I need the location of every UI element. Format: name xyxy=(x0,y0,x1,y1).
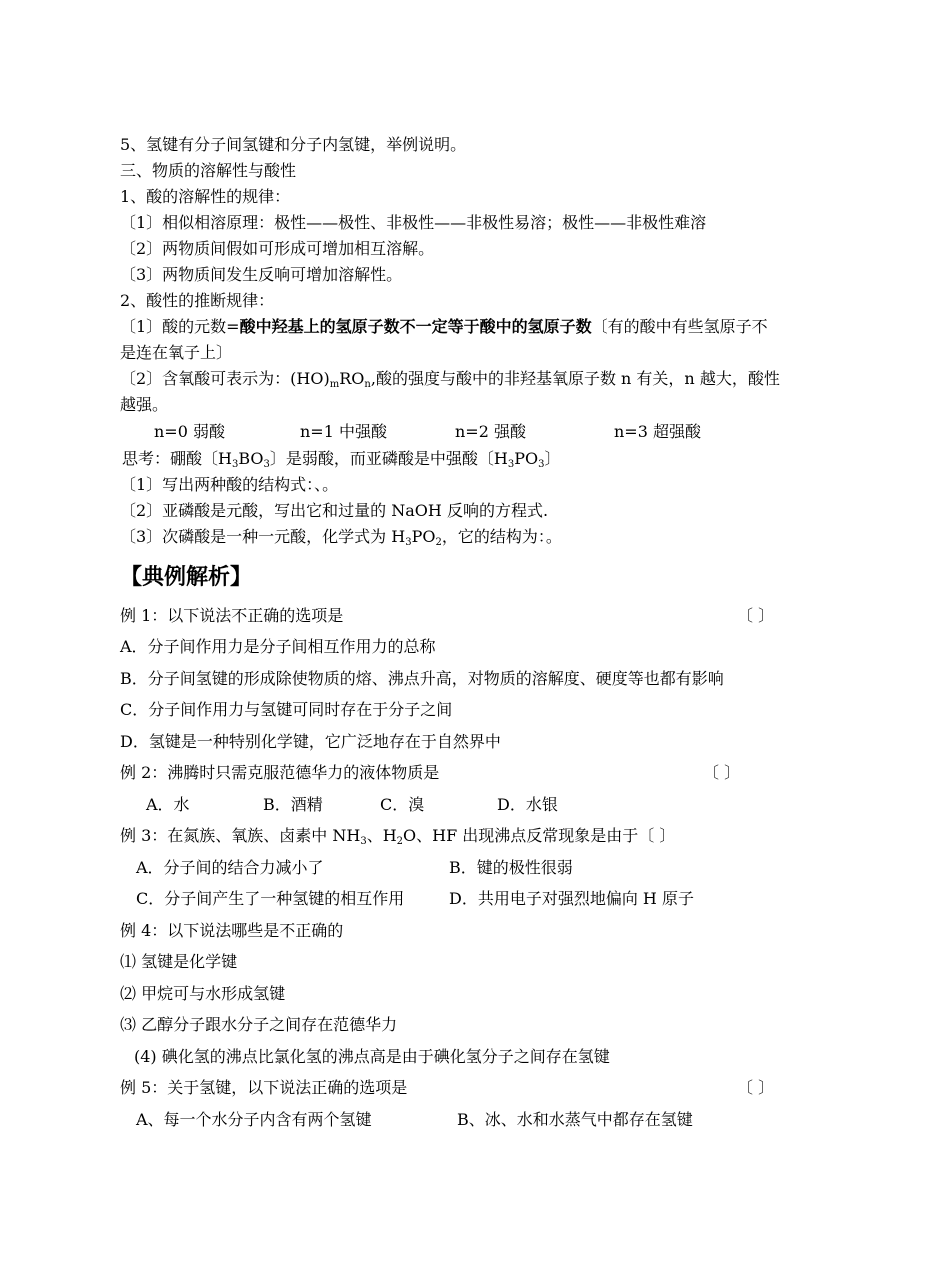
example-3-text-1: 例 3：在氮族、氧族、卤素中 NH xyxy=(120,826,361,845)
rule-acid-basicity-note: 〔有的酸中有些氢原子不 xyxy=(591,317,768,336)
section-title-examples: 【典例解析】 xyxy=(120,564,253,590)
rule-acid-basicity xyxy=(120,316,768,338)
subheading-acidity-rules: 2、酸性的推断规律： xyxy=(120,291,275,310)
subheading-solubility-rules: 1、酸的溶解性的规律： xyxy=(120,187,291,206)
hypo-text-3: ，它的结构为：。 xyxy=(441,527,562,546)
example-5-answer-bracket: 〔 〕 xyxy=(737,1078,775,1097)
thinking-sub-4: 3 xyxy=(538,459,545,470)
example-1-option-d: D．氢键是一种特别化学键，它广泛地存在于自然界中 xyxy=(120,732,501,751)
question-structural-formula: 〔1〕写出两种酸的结构式：、。 xyxy=(120,475,339,494)
example-4-statement-3: ⑶ 乙醇分子跟水分子之间存在范德华力 xyxy=(120,1015,398,1034)
question-phosphorous-acid: 〔2〕亚磷酸是元酸，写出它和过量的 NaOH 反响的方程式. xyxy=(120,501,549,520)
example-5-option-b: B、冰、水和水蒸气中都存在氢键 xyxy=(457,1110,693,1129)
acid-strength-n2: n=2 强酸 xyxy=(455,422,526,441)
rule-reaction-solubility: 〔3〕两物质间发生反响可增加溶解性。 xyxy=(120,265,403,284)
thinking-text-5: 〕 xyxy=(544,449,561,468)
example-4-statement-1: ⑴ 氢键是化学键 xyxy=(120,952,238,971)
example-3-option-c: C．分子间产生了一种氢键的相互作用 xyxy=(136,889,405,908)
oxyacid-text-2: RO xyxy=(339,369,365,388)
line-hydrogen-bond-types: 5、氢键有分子间氢键和分子内氢键，举例说明。 xyxy=(120,135,467,154)
thinking-text-1: 思考：硼酸〔H xyxy=(122,449,232,468)
thinking-sub-1: 3 xyxy=(231,459,239,470)
example-1-option-a: A．分子间作用力是分子间相互作用力的总称 xyxy=(120,637,436,656)
example-2-option-a: A．水 xyxy=(146,795,190,814)
rule-oxyacid-formula xyxy=(120,368,780,390)
acid-strength-n0: n=0 弱酸 xyxy=(154,422,225,441)
rule-acid-basicity-lead: 〔1〕酸的元数= xyxy=(120,317,240,336)
oxyacid-text-1: 〔2〕含氧酸可表示为：(HO) xyxy=(120,369,330,388)
oxyacid-sub-n: n xyxy=(364,379,371,390)
oxyacid-sub-m: m xyxy=(329,379,340,390)
thinking-text-4: PO xyxy=(514,449,539,468)
example-2-question: 例 2：沸腾时只需克服范德华力的液体物质是 xyxy=(120,763,440,782)
section-heading-solubility-acidity: 三、物质的溶解性与酸性 xyxy=(120,161,297,180)
acid-strength-n1: n=1 中强酸 xyxy=(300,422,387,441)
rule-acid-basicity-bold: 酸中羟基上的氢原子数不一定等于酸中的氢原子数 xyxy=(239,317,592,336)
hypo-text-1: 〔3〕次磷酸是一种一元酸，化学式为 H xyxy=(120,527,406,546)
example-3-option-d: D．共用电子对强烈地偏向 H 原子 xyxy=(449,889,694,908)
example-3-text-3: O、HF 出现沸点反常现象是由于〔 〕 xyxy=(403,826,676,845)
example-2-option-b: B．酒精 xyxy=(263,795,323,814)
rule-acid-basicity-continued: 是连在氧子上〕 xyxy=(120,343,233,362)
hypo-sub-2: 2 xyxy=(435,537,442,548)
rule-oxyacid-continued: 越强。 xyxy=(120,395,169,414)
example-1-option-c: C．分子间作用力与氢键可同时存在于分子之间 xyxy=(120,700,453,719)
example-4-question: 例 4：以下说法哪些是不正确的 xyxy=(120,921,344,940)
example-5-question: 例 5：关于氢键，以下说法正确的选项是 xyxy=(120,1078,408,1097)
thinking-question xyxy=(122,448,561,470)
example-1-question: 例 1：以下说法不正确的选项是 xyxy=(120,606,344,625)
thinking-sub-3: 3 xyxy=(507,459,515,470)
thinking-sub-2: 3 xyxy=(263,459,270,470)
acid-strength-n3: n=3 超强酸 xyxy=(614,422,701,441)
example-1-answer-bracket: 〔 〕 xyxy=(737,606,775,625)
hypo-text-2: PO xyxy=(411,527,436,546)
example-3-text-2: 、H xyxy=(366,826,397,845)
example-3-option-a: A．分子间的结合力减小了 xyxy=(136,858,324,877)
thinking-text-3: 〕是弱酸，而亚磷酸是中强酸〔H xyxy=(269,449,508,468)
rule-like-dissolves-like: 〔1〕相似相溶原理：极性——极性、非极性——非极性易溶；极性——非极性难溶 xyxy=(120,213,707,232)
example-2-option-d: D．水银 xyxy=(497,795,558,814)
example-3-question xyxy=(120,825,675,847)
example-5-option-a: A、每一个水分子内含有两个氢键 xyxy=(136,1110,372,1129)
example-2-option-c: C．溴 xyxy=(380,795,425,814)
thinking-text-2: BO xyxy=(238,449,264,468)
question-hypophosphorous-acid xyxy=(120,526,562,548)
example-3-sub-2: 2 xyxy=(396,836,404,847)
hypo-sub-1: 3 xyxy=(405,537,412,548)
example-4-statement-4: (4) 碘化氢的沸点比氯化氢的沸点高是由于碘化氢分子之间存在氢键 xyxy=(134,1047,610,1066)
oxyacid-text-3: ,酸的强度与酸中的非羟基氧原子数 n 有关，n 越大，酸性 xyxy=(370,369,780,388)
example-3-sub-1: 3 xyxy=(360,836,367,847)
example-1-option-b: B．分子间氢键的形成除使物质的熔、沸点升高，对物质的溶解度、硬度等也都有影响 xyxy=(120,669,724,688)
example-4-statement-2: ⑵ 甲烷可与水形成氢键 xyxy=(120,984,286,1003)
rule-mutual-dissolution: 〔2〕两物质间假如可形成可增加相互溶解。 xyxy=(120,239,435,258)
example-2-answer-bracket: 〔 〕 xyxy=(703,763,741,782)
example-3-option-b: B．键的极性很弱 xyxy=(449,858,573,877)
